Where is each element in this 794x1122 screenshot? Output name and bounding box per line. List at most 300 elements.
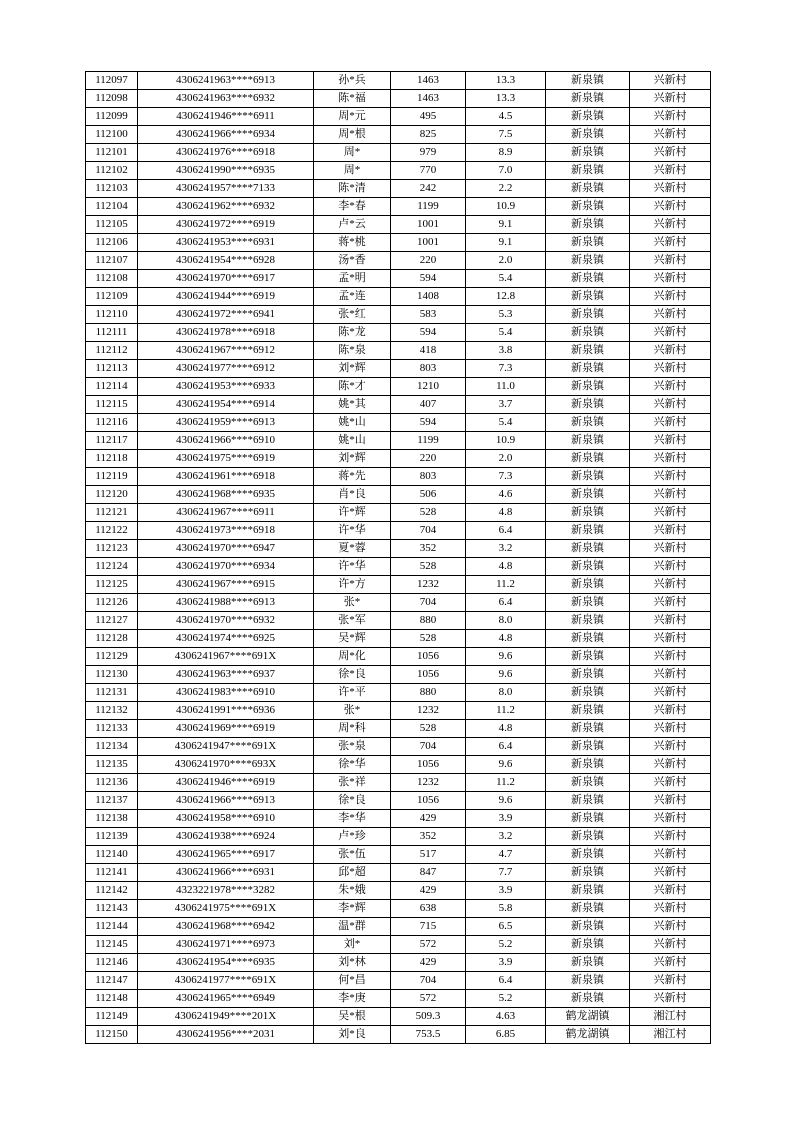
cell-name: 张*军 bbox=[314, 612, 391, 630]
cell-town: 新泉镇 bbox=[546, 414, 630, 432]
cell-name: 张*伍 bbox=[314, 846, 391, 864]
cell-serial-number: 112138 bbox=[86, 810, 138, 828]
cell-name: 周* bbox=[314, 144, 391, 162]
table-row bbox=[86, 162, 711, 180]
cell-name: 孟*明 bbox=[314, 270, 391, 288]
table-row bbox=[86, 558, 711, 576]
cell-serial-number: 112144 bbox=[86, 918, 138, 936]
table-row bbox=[86, 990, 711, 1008]
cell-amount: 803 bbox=[391, 468, 466, 486]
cell-village: 兴新村 bbox=[630, 756, 711, 774]
cell-value: 4.5 bbox=[466, 108, 546, 126]
cell-amount: 704 bbox=[391, 738, 466, 756]
cell-serial-number: 112102 bbox=[86, 162, 138, 180]
cell-name: 李*辉 bbox=[314, 900, 391, 918]
cell-name: 李*华 bbox=[314, 810, 391, 828]
cell-serial-number: 112122 bbox=[86, 522, 138, 540]
cell-name: 蒋*桃 bbox=[314, 234, 391, 252]
cell-amount: 770 bbox=[391, 162, 466, 180]
cell-serial-number: 112114 bbox=[86, 378, 138, 396]
cell-amount: 1408 bbox=[391, 288, 466, 306]
cell-village: 兴新村 bbox=[630, 162, 711, 180]
cell-id-number: 4306241956****2031 bbox=[138, 1026, 314, 1044]
cell-town: 新泉镇 bbox=[546, 810, 630, 828]
cell-town: 新泉镇 bbox=[546, 72, 630, 90]
table-row bbox=[86, 144, 711, 162]
table-row bbox=[86, 432, 711, 450]
cell-name: 张*祥 bbox=[314, 774, 391, 792]
cell-name: 周*根 bbox=[314, 126, 391, 144]
cell-serial-number: 112103 bbox=[86, 180, 138, 198]
cell-amount: 429 bbox=[391, 810, 466, 828]
cell-name: 陈*福 bbox=[314, 90, 391, 108]
cell-serial-number: 112111 bbox=[86, 324, 138, 342]
cell-village: 兴新村 bbox=[630, 864, 711, 882]
table-row bbox=[86, 918, 711, 936]
cell-id-number: 4306241969****6919 bbox=[138, 720, 314, 738]
cell-id-number: 4306241963****6937 bbox=[138, 666, 314, 684]
table-row bbox=[86, 954, 711, 972]
cell-town: 新泉镇 bbox=[546, 216, 630, 234]
cell-value: 3.7 bbox=[466, 396, 546, 414]
table-row bbox=[86, 306, 711, 324]
cell-amount: 594 bbox=[391, 270, 466, 288]
cell-amount: 242 bbox=[391, 180, 466, 198]
cell-amount: 1056 bbox=[391, 648, 466, 666]
cell-name: 周*科 bbox=[314, 720, 391, 738]
cell-name: 吴*根 bbox=[314, 1008, 391, 1026]
cell-village: 兴新村 bbox=[630, 774, 711, 792]
cell-name: 许*华 bbox=[314, 522, 391, 540]
cell-amount: 1056 bbox=[391, 666, 466, 684]
cell-amount: 638 bbox=[391, 900, 466, 918]
cell-village: 兴新村 bbox=[630, 972, 711, 990]
cell-village: 兴新村 bbox=[630, 990, 711, 1008]
cell-village: 兴新村 bbox=[630, 324, 711, 342]
cell-name: 徐*良 bbox=[314, 666, 391, 684]
cell-value: 11.2 bbox=[466, 576, 546, 594]
cell-town: 新泉镇 bbox=[546, 522, 630, 540]
cell-amount: 847 bbox=[391, 864, 466, 882]
cell-name: 刘*辉 bbox=[314, 450, 391, 468]
cell-village: 兴新村 bbox=[630, 90, 711, 108]
cell-name: 肖*良 bbox=[314, 486, 391, 504]
cell-name: 张*红 bbox=[314, 306, 391, 324]
cell-name: 朱*娥 bbox=[314, 882, 391, 900]
cell-id-number: 4306241966****6910 bbox=[138, 432, 314, 450]
cell-id-number: 4306241953****6931 bbox=[138, 234, 314, 252]
cell-town: 新泉镇 bbox=[546, 774, 630, 792]
cell-village: 湘江村 bbox=[630, 1008, 711, 1026]
cell-town: 新泉镇 bbox=[546, 576, 630, 594]
cell-value: 3.2 bbox=[466, 828, 546, 846]
cell-serial-number: 112109 bbox=[86, 288, 138, 306]
cell-id-number: 4306241977****691X bbox=[138, 972, 314, 990]
cell-town: 新泉镇 bbox=[546, 846, 630, 864]
cell-village: 兴新村 bbox=[630, 216, 711, 234]
cell-serial-number: 112127 bbox=[86, 612, 138, 630]
cell-id-number: 4306241949****201X bbox=[138, 1008, 314, 1026]
cell-value: 2.0 bbox=[466, 450, 546, 468]
cell-value: 7.7 bbox=[466, 864, 546, 882]
cell-name: 许*辉 bbox=[314, 504, 391, 522]
cell-value: 9.6 bbox=[466, 648, 546, 666]
cell-name: 卢*珍 bbox=[314, 828, 391, 846]
cell-serial-number: 112108 bbox=[86, 270, 138, 288]
cell-name: 周*元 bbox=[314, 108, 391, 126]
cell-village: 兴新村 bbox=[630, 72, 711, 90]
cell-id-number: 4306241962****6932 bbox=[138, 198, 314, 216]
table-row bbox=[86, 594, 711, 612]
cell-town: 新泉镇 bbox=[546, 432, 630, 450]
cell-serial-number: 112119 bbox=[86, 468, 138, 486]
cell-serial-number: 112136 bbox=[86, 774, 138, 792]
cell-serial-number: 112118 bbox=[86, 450, 138, 468]
cell-id-number: 4306241971****6973 bbox=[138, 936, 314, 954]
cell-town: 新泉镇 bbox=[546, 90, 630, 108]
cell-town: 新泉镇 bbox=[546, 126, 630, 144]
table-row bbox=[86, 666, 711, 684]
cell-amount: 1199 bbox=[391, 198, 466, 216]
cell-value: 11.0 bbox=[466, 378, 546, 396]
table-row bbox=[86, 270, 711, 288]
table-row bbox=[86, 648, 711, 666]
table-row bbox=[86, 612, 711, 630]
table-row bbox=[86, 810, 711, 828]
table-row bbox=[86, 540, 711, 558]
cell-value: 5.3 bbox=[466, 306, 546, 324]
cell-serial-number: 112149 bbox=[86, 1008, 138, 1026]
cell-amount: 704 bbox=[391, 594, 466, 612]
cell-serial-number: 112150 bbox=[86, 1026, 138, 1044]
table-row bbox=[86, 576, 711, 594]
cell-town: 新泉镇 bbox=[546, 936, 630, 954]
cell-serial-number: 112145 bbox=[86, 936, 138, 954]
cell-value: 13.3 bbox=[466, 90, 546, 108]
cell-amount: 1210 bbox=[391, 378, 466, 396]
table-row bbox=[86, 702, 711, 720]
table-row bbox=[86, 126, 711, 144]
table-row bbox=[86, 738, 711, 756]
cell-name: 周*化 bbox=[314, 648, 391, 666]
table-row bbox=[86, 972, 711, 990]
cell-amount: 715 bbox=[391, 918, 466, 936]
cell-id-number: 4306241972****6919 bbox=[138, 216, 314, 234]
cell-name: 姚*其 bbox=[314, 396, 391, 414]
cell-amount: 352 bbox=[391, 540, 466, 558]
cell-village: 兴新村 bbox=[630, 738, 711, 756]
cell-town: 新泉镇 bbox=[546, 486, 630, 504]
table-row bbox=[86, 198, 711, 216]
cell-id-number: 4306241970****6932 bbox=[138, 612, 314, 630]
cell-village: 兴新村 bbox=[630, 108, 711, 126]
cell-name: 温*群 bbox=[314, 918, 391, 936]
table-row bbox=[86, 630, 711, 648]
cell-value: 4.8 bbox=[466, 558, 546, 576]
cell-village: 兴新村 bbox=[630, 720, 711, 738]
table-row bbox=[86, 234, 711, 252]
cell-town: 新泉镇 bbox=[546, 702, 630, 720]
cell-village: 兴新村 bbox=[630, 576, 711, 594]
cell-name: 孙*兵 bbox=[314, 72, 391, 90]
cell-town: 新泉镇 bbox=[546, 954, 630, 972]
cell-id-number: 4306241970****693X bbox=[138, 756, 314, 774]
cell-amount: 1232 bbox=[391, 774, 466, 792]
cell-id-number: 4306241977****6912 bbox=[138, 360, 314, 378]
cell-amount: 704 bbox=[391, 972, 466, 990]
cell-amount: 528 bbox=[391, 720, 466, 738]
cell-id-number: 4306241967****6915 bbox=[138, 576, 314, 594]
cell-id-number: 4306241946****6911 bbox=[138, 108, 314, 126]
cell-name: 陈*泉 bbox=[314, 342, 391, 360]
cell-town: 新泉镇 bbox=[546, 558, 630, 576]
cell-serial-number: 112101 bbox=[86, 144, 138, 162]
cell-id-number: 4306241983****6910 bbox=[138, 684, 314, 702]
cell-town: 新泉镇 bbox=[546, 540, 630, 558]
cell-value: 7.3 bbox=[466, 360, 546, 378]
cell-amount: 220 bbox=[391, 450, 466, 468]
cell-id-number: 4306241966****6934 bbox=[138, 126, 314, 144]
cell-id-number: 4306241954****6914 bbox=[138, 396, 314, 414]
cell-amount: 1056 bbox=[391, 792, 466, 810]
cell-town: 新泉镇 bbox=[546, 918, 630, 936]
cell-village: 兴新村 bbox=[630, 306, 711, 324]
table-row bbox=[86, 180, 711, 198]
cell-village: 兴新村 bbox=[630, 180, 711, 198]
cell-value: 8.9 bbox=[466, 144, 546, 162]
cell-value: 9.1 bbox=[466, 234, 546, 252]
cell-serial-number: 112130 bbox=[86, 666, 138, 684]
cell-serial-number: 112104 bbox=[86, 198, 138, 216]
cell-village: 兴新村 bbox=[630, 504, 711, 522]
cell-village: 兴新村 bbox=[630, 684, 711, 702]
cell-amount: 1199 bbox=[391, 432, 466, 450]
cell-value: 10.9 bbox=[466, 198, 546, 216]
cell-name: 孟*连 bbox=[314, 288, 391, 306]
cell-value: 6.4 bbox=[466, 972, 546, 990]
records-table-body bbox=[86, 72, 711, 1044]
table-row bbox=[86, 522, 711, 540]
cell-value: 5.2 bbox=[466, 936, 546, 954]
cell-id-number: 4306241938****6924 bbox=[138, 828, 314, 846]
cell-serial-number: 112097 bbox=[86, 72, 138, 90]
cell-amount: 429 bbox=[391, 882, 466, 900]
cell-name: 周* bbox=[314, 162, 391, 180]
cell-town: 新泉镇 bbox=[546, 450, 630, 468]
cell-town: 新泉镇 bbox=[546, 108, 630, 126]
cell-value: 3.9 bbox=[466, 882, 546, 900]
table-row bbox=[86, 486, 711, 504]
cell-value: 3.8 bbox=[466, 342, 546, 360]
cell-amount: 572 bbox=[391, 936, 466, 954]
cell-value: 7.0 bbox=[466, 162, 546, 180]
cell-serial-number: 112105 bbox=[86, 216, 138, 234]
cell-name: 张* bbox=[314, 702, 391, 720]
cell-village: 兴新村 bbox=[630, 594, 711, 612]
cell-town: 新泉镇 bbox=[546, 234, 630, 252]
cell-id-number: 4306241966****6931 bbox=[138, 864, 314, 882]
cell-id-number: 4306241966****6913 bbox=[138, 792, 314, 810]
cell-amount: 753.5 bbox=[391, 1026, 466, 1044]
cell-value: 2.0 bbox=[466, 252, 546, 270]
table-row bbox=[86, 288, 711, 306]
cell-amount: 509.3 bbox=[391, 1008, 466, 1026]
cell-amount: 528 bbox=[391, 630, 466, 648]
cell-id-number: 4306241972****6941 bbox=[138, 306, 314, 324]
cell-serial-number: 112141 bbox=[86, 864, 138, 882]
cell-amount: 418 bbox=[391, 342, 466, 360]
cell-id-number: 4306241963****6913 bbox=[138, 72, 314, 90]
cell-name: 陈*清 bbox=[314, 180, 391, 198]
table-row bbox=[86, 360, 711, 378]
cell-village: 兴新村 bbox=[630, 522, 711, 540]
cell-id-number: 4306241988****6913 bbox=[138, 594, 314, 612]
table-row bbox=[86, 414, 711, 432]
cell-serial-number: 112137 bbox=[86, 792, 138, 810]
cell-name: 吴*辉 bbox=[314, 630, 391, 648]
cell-village: 兴新村 bbox=[630, 558, 711, 576]
table-row bbox=[86, 774, 711, 792]
cell-village: 兴新村 bbox=[630, 288, 711, 306]
cell-town: 鹤龙湖镇 bbox=[546, 1026, 630, 1044]
cell-name: 许*方 bbox=[314, 576, 391, 594]
cell-id-number: 4306241974****6925 bbox=[138, 630, 314, 648]
cell-id-number: 4306241991****6936 bbox=[138, 702, 314, 720]
cell-town: 新泉镇 bbox=[546, 144, 630, 162]
cell-id-number: 4306241965****6949 bbox=[138, 990, 314, 1008]
cell-value: 9.1 bbox=[466, 216, 546, 234]
cell-village: 兴新村 bbox=[630, 378, 711, 396]
table-row bbox=[86, 756, 711, 774]
cell-id-number: 4306241946****6919 bbox=[138, 774, 314, 792]
cell-id-number: 4306241968****6942 bbox=[138, 918, 314, 936]
cell-id-number: 4306241967****6912 bbox=[138, 342, 314, 360]
cell-town: 新泉镇 bbox=[546, 162, 630, 180]
table-row bbox=[86, 828, 711, 846]
cell-serial-number: 112112 bbox=[86, 342, 138, 360]
cell-serial-number: 112124 bbox=[86, 558, 138, 576]
table-row bbox=[86, 1008, 711, 1026]
cell-amount: 572 bbox=[391, 990, 466, 1008]
cell-value: 8.0 bbox=[466, 612, 546, 630]
cell-village: 兴新村 bbox=[630, 648, 711, 666]
cell-amount: 704 bbox=[391, 522, 466, 540]
cell-value: 4.63 bbox=[466, 1008, 546, 1026]
table-row bbox=[86, 342, 711, 360]
cell-town: 新泉镇 bbox=[546, 864, 630, 882]
cell-village: 兴新村 bbox=[630, 612, 711, 630]
cell-town: 新泉镇 bbox=[546, 252, 630, 270]
cell-serial-number: 112117 bbox=[86, 432, 138, 450]
cell-id-number: 4306241975****691X bbox=[138, 900, 314, 918]
cell-id-number: 4306241965****6917 bbox=[138, 846, 314, 864]
cell-village: 兴新村 bbox=[630, 234, 711, 252]
cell-name: 刘* bbox=[314, 936, 391, 954]
cell-village: 兴新村 bbox=[630, 360, 711, 378]
cell-village: 兴新村 bbox=[630, 270, 711, 288]
cell-id-number: 4306241947****691X bbox=[138, 738, 314, 756]
cell-serial-number: 112146 bbox=[86, 954, 138, 972]
cell-amount: 352 bbox=[391, 828, 466, 846]
table-row bbox=[86, 792, 711, 810]
table-row bbox=[86, 252, 711, 270]
cell-amount: 1001 bbox=[391, 216, 466, 234]
cell-value: 12.8 bbox=[466, 288, 546, 306]
table-row bbox=[86, 324, 711, 342]
cell-village: 兴新村 bbox=[630, 486, 711, 504]
cell-amount: 880 bbox=[391, 612, 466, 630]
cell-amount: 528 bbox=[391, 558, 466, 576]
cell-serial-number: 112135 bbox=[86, 756, 138, 774]
cell-village: 兴新村 bbox=[630, 900, 711, 918]
cell-value: 4.8 bbox=[466, 504, 546, 522]
cell-town: 新泉镇 bbox=[546, 900, 630, 918]
cell-amount: 979 bbox=[391, 144, 466, 162]
cell-town: 新泉镇 bbox=[546, 360, 630, 378]
cell-name: 许*平 bbox=[314, 684, 391, 702]
cell-value: 4.7 bbox=[466, 846, 546, 864]
cell-id-number: 4306241957****7133 bbox=[138, 180, 314, 198]
cell-name: 姚*山 bbox=[314, 432, 391, 450]
table-row bbox=[86, 504, 711, 522]
cell-serial-number: 112129 bbox=[86, 648, 138, 666]
cell-town: 新泉镇 bbox=[546, 792, 630, 810]
cell-name: 李*庚 bbox=[314, 990, 391, 1008]
cell-id-number: 4306241953****6933 bbox=[138, 378, 314, 396]
cell-serial-number: 112128 bbox=[86, 630, 138, 648]
cell-serial-number: 112110 bbox=[86, 306, 138, 324]
cell-value: 5.4 bbox=[466, 414, 546, 432]
cell-value: 9.6 bbox=[466, 666, 546, 684]
cell-id-number: 4306241968****6935 bbox=[138, 486, 314, 504]
cell-town: 新泉镇 bbox=[546, 972, 630, 990]
table-row bbox=[86, 378, 711, 396]
cell-amount: 517 bbox=[391, 846, 466, 864]
cell-amount: 506 bbox=[391, 486, 466, 504]
cell-town: 新泉镇 bbox=[546, 396, 630, 414]
records-table bbox=[85, 71, 711, 1044]
cell-serial-number: 112126 bbox=[86, 594, 138, 612]
cell-town: 新泉镇 bbox=[546, 756, 630, 774]
cell-value: 10.9 bbox=[466, 432, 546, 450]
cell-value: 9.6 bbox=[466, 756, 546, 774]
cell-id-number: 4306241970****6947 bbox=[138, 540, 314, 558]
cell-name: 何*昌 bbox=[314, 972, 391, 990]
cell-value: 2.2 bbox=[466, 180, 546, 198]
table-row bbox=[86, 216, 711, 234]
cell-value: 6.5 bbox=[466, 918, 546, 936]
cell-town: 新泉镇 bbox=[546, 504, 630, 522]
cell-id-number: 4306241967****691X bbox=[138, 648, 314, 666]
table-row bbox=[86, 468, 711, 486]
cell-name: 刘*良 bbox=[314, 1026, 391, 1044]
cell-village: 兴新村 bbox=[630, 414, 711, 432]
cell-village: 兴新村 bbox=[630, 432, 711, 450]
cell-name: 张*泉 bbox=[314, 738, 391, 756]
table-row bbox=[86, 108, 711, 126]
cell-id-number: 4306241970****6917 bbox=[138, 270, 314, 288]
cell-amount: 1232 bbox=[391, 702, 466, 720]
cell-serial-number: 112106 bbox=[86, 234, 138, 252]
cell-value: 6.4 bbox=[466, 522, 546, 540]
cell-id-number: 4306241978****6918 bbox=[138, 324, 314, 342]
cell-id-number: 4306241959****6913 bbox=[138, 414, 314, 432]
table-row bbox=[86, 846, 711, 864]
table-row bbox=[86, 396, 711, 414]
cell-town: 新泉镇 bbox=[546, 666, 630, 684]
table-row bbox=[86, 882, 711, 900]
cell-value: 3.9 bbox=[466, 810, 546, 828]
